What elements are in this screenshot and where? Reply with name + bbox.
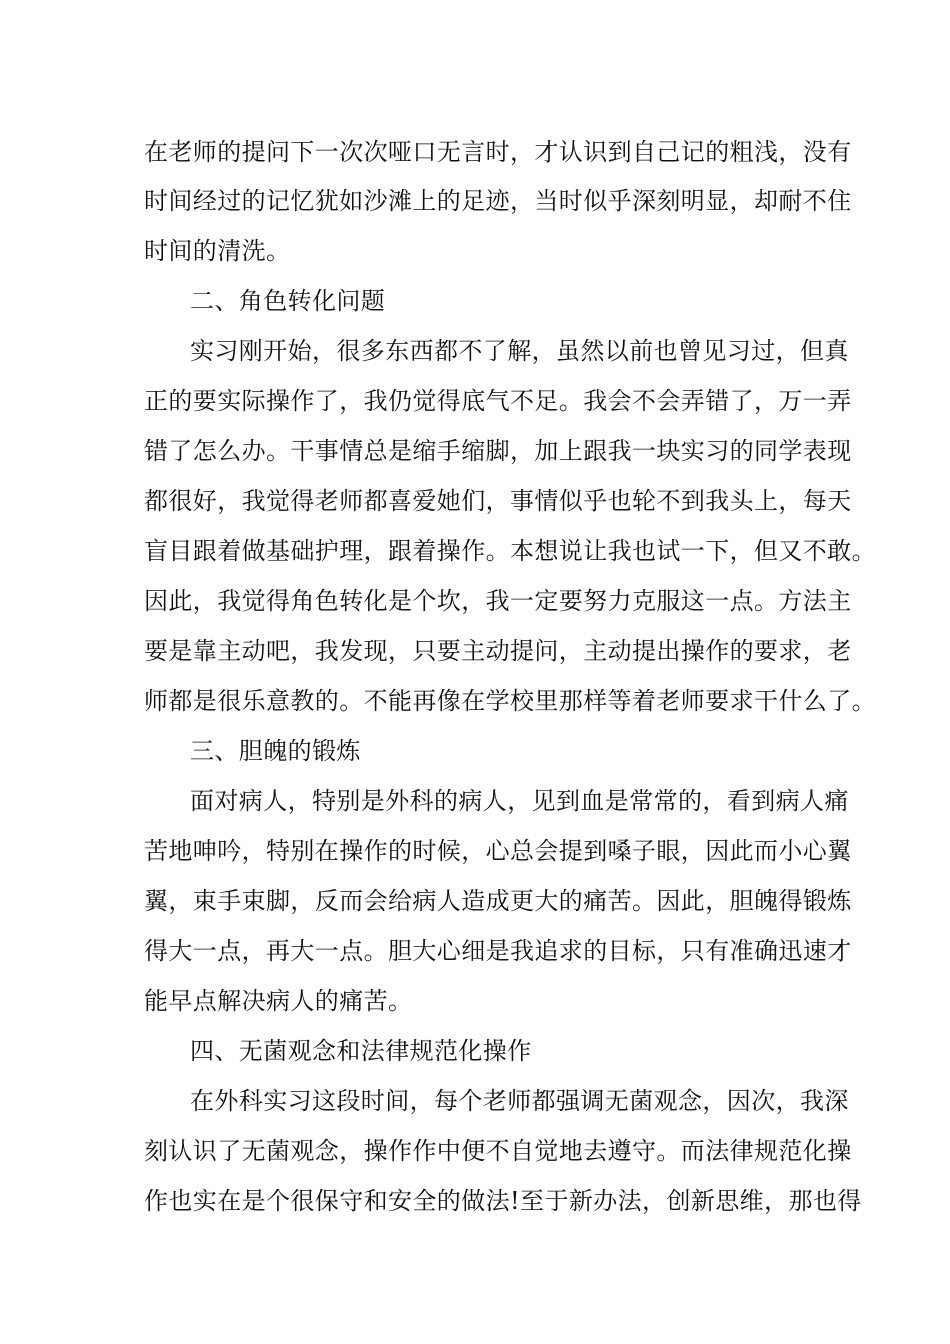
paragraph-line: 得大一点，再大一点。胆大心细是我追求的目标，只有准确迅速才 — [144, 937, 852, 965]
paragraph-line: 都很好，我觉得老师都喜爱她们，事情似乎也轮不到我头上，每天 — [144, 487, 852, 515]
paragraph-line: 因此，我觉得角色转化是个坎，我一定要努力克服这一点。方法主 — [144, 587, 852, 615]
paragraph-line: 翼，束手束脚，反而会给病人造成更大的痛苦。因此，胆魄得锻炼 — [144, 887, 852, 915]
paragraph-line: 要是靠主动吧，我发现，只要主动提问，主动提出操作的要求，老 — [144, 637, 852, 665]
section-heading: 三、胆魄的锻炼 — [190, 737, 361, 765]
paragraph-line: 盲目跟着做基础护理，跟着操作。本想说让我也试一下，但又不敢。 — [144, 537, 876, 565]
paragraph-line: 苦地呻吟，特别在操作的时候，心总会提到嗓子眼，因此而小心翼 — [144, 837, 852, 865]
section-heading: 四、无菌观念和法律规范化操作 — [190, 1037, 532, 1065]
paragraph-line: 在外科实习这段时间，每个老师都强调无菌观念，因次，我深 — [190, 1087, 849, 1115]
paragraph-line: 错了怎么办。干事情总是缩手缩脚，加上跟我一块实习的同学表现 — [144, 437, 852, 465]
paragraph-line: 能早点解决病人的痛苦。 — [144, 987, 413, 1015]
paragraph-line: 正的要实际操作了，我仍觉得底气不足。我会不会弄错了，万一弄 — [144, 387, 852, 415]
paragraph-line: 作也实在是个很保守和安全的做法!至于新办法，创新思维，那也得 — [144, 1187, 862, 1215]
paragraph-line: 时间的清洗。 — [144, 237, 291, 265]
section-heading: 二、角色转化问题 — [190, 287, 386, 315]
paragraph-line: 在老师的提问下一次次哑口无言时，才认识到自己记的粗浅，没有 — [144, 138, 852, 166]
paragraph-line: 刻认识了无菌观念，操作作中便不自觉地去遵守。而法律规范化操 — [144, 1137, 852, 1165]
paragraph-line: 师都是很乐意教的。不能再像在学校里那样等着老师要求干什么了。 — [144, 687, 876, 715]
paragraph-line: 面对病人，特别是外科的病人，见到血是常常的，看到病人痛 — [190, 787, 849, 815]
paragraph-line: 时间经过的记忆犹如沙滩上的足迹，当时似乎深刻明显，却耐不住 — [144, 187, 852, 215]
paragraph-line: 实习刚开始，很多东西都不了解，虽然以前也曾见习过，但真 — [190, 337, 849, 365]
